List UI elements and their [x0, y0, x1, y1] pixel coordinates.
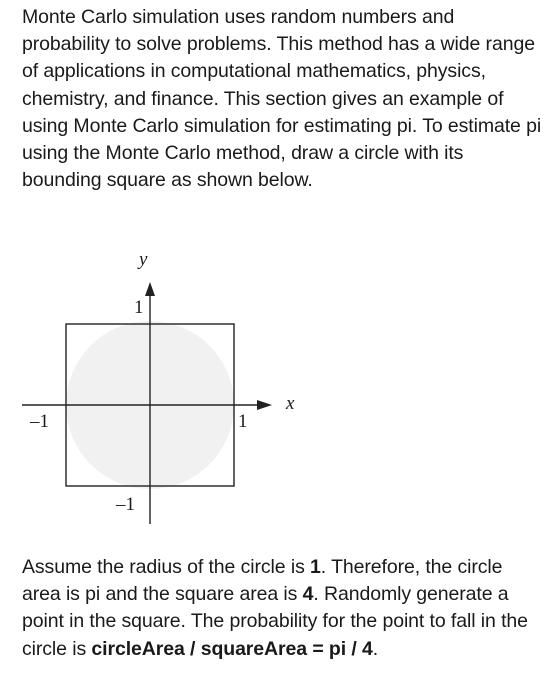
y-axis-arrowhead: [145, 282, 155, 296]
y-top-tick-label: 1: [134, 297, 144, 318]
y-bottom-tick-label: –1: [116, 494, 135, 515]
x-right-tick-label: 1: [238, 411, 248, 432]
probability-formula: circleArea / squareArea = pi / 4: [91, 637, 373, 660]
x-axis-arrowhead: [257, 400, 272, 410]
intro-paragraph: Monte Carlo simulation uses random numbers and probability to solve problems. This method has a wide range of applications in computational mathematics, physics, chemistry, and finance. This section gives an example of using Monte Carlo simulation for estimating pi. To estimate pi using the Monte Carlo method, draw a circle with its bounding square as shown below.: [22, 6, 542, 192]
conclusion-paragraph: [22, 554, 542, 663]
radius-value: 1: [310, 556, 321, 578]
conclusion-text-3: . Randomly generate a point in the square. The probability for the point to fall in the circle is: [22, 583, 528, 660]
x-left-tick-label: –1: [30, 411, 49, 432]
y-axis-label: y: [139, 249, 148, 270]
conclusion-text-2: . Therefore, the circle area is pi and the square area is: [22, 556, 503, 606]
circle-square-diagram: [0, 240, 330, 530]
x-axis-label: x: [286, 393, 295, 414]
square-area-value: 4: [302, 583, 314, 606]
diagram-svg: [0, 240, 330, 530]
conclusion-text-4: .: [372, 637, 379, 660]
conclusion-text-1: Assume the radius of the circle is: [22, 556, 311, 578]
